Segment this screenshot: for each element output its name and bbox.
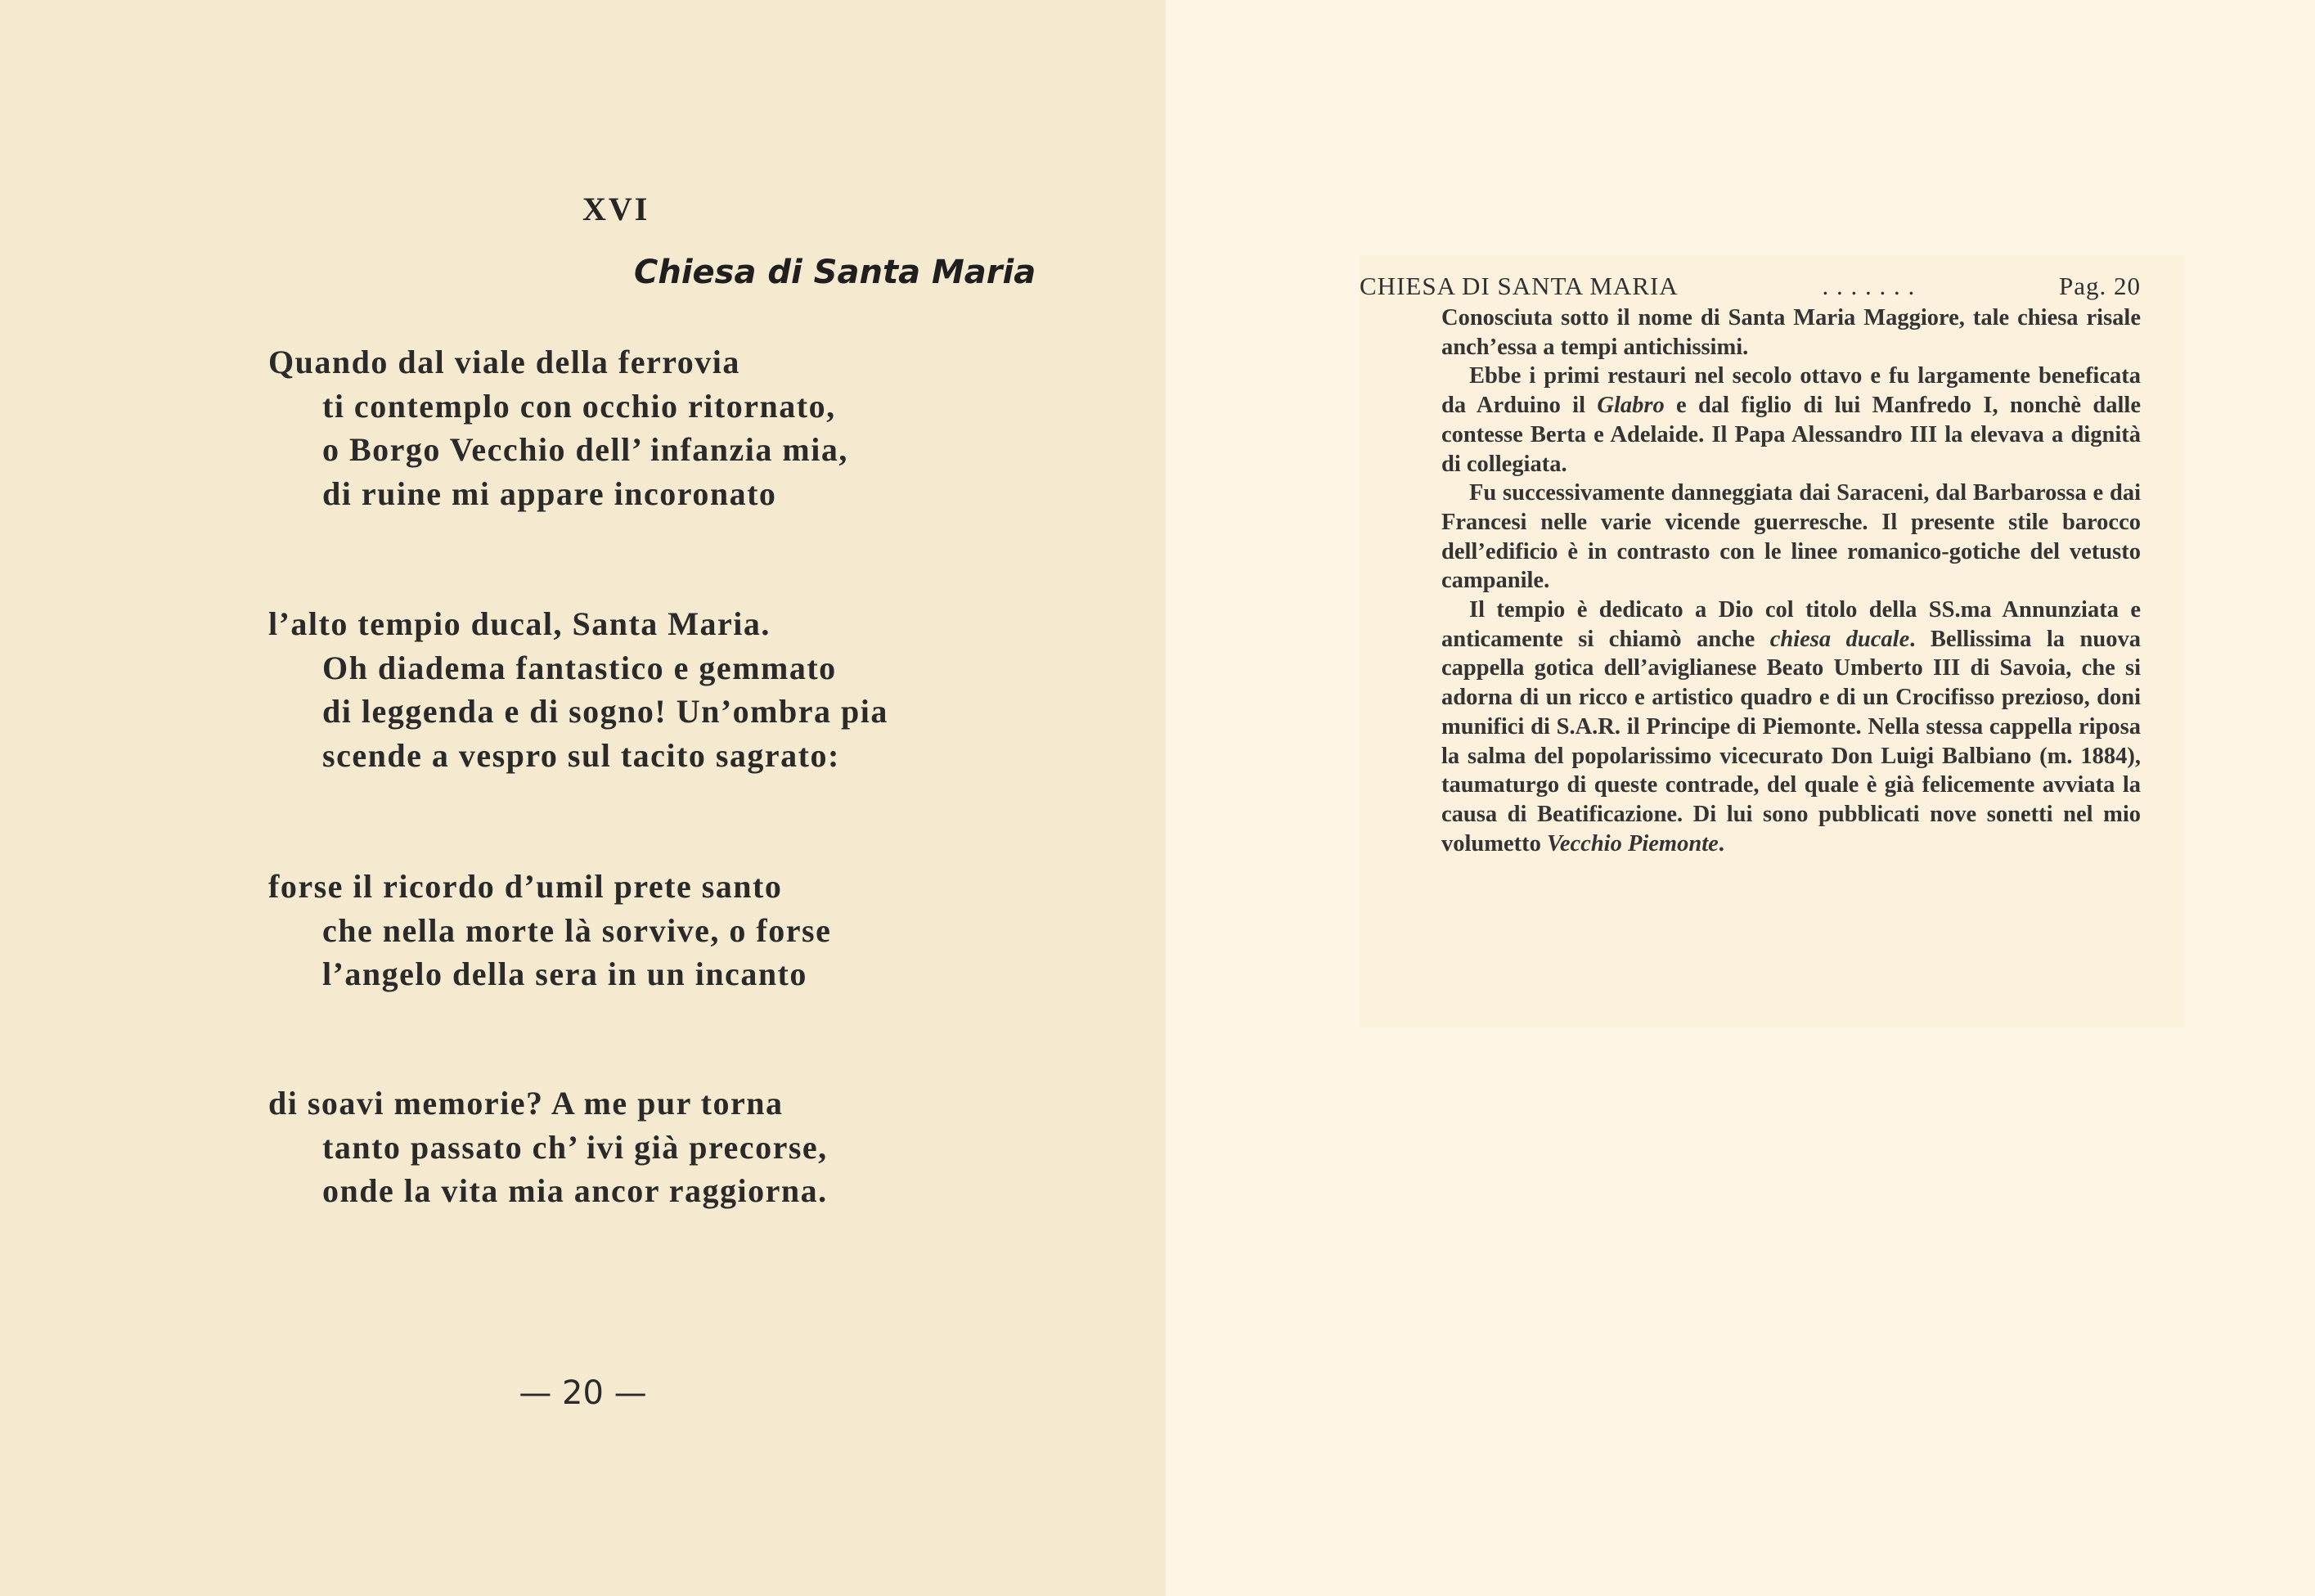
note-text: Ebbe i primi restauri nel secolo ottavo e fu largamente beneficata da Arduino il: [1441, 363, 2141, 419]
verse-line: Oh diadema fantastico e gemmato: [322, 649, 837, 686]
note-page-ref: Pag. 20: [2059, 272, 2141, 300]
note-paragraph: [1441, 362, 2141, 479]
note-paragraph: Fu successivamente danneggiata dai Saraceni, dal Barbarossa e dai Francesi nelle varie vicende guerresche. Il presente stile barocco dell’edificio è in contrasto con le linee romanico-gotiche del vetusto campanile.: [1441, 480, 2141, 594]
stanza-1: [268, 340, 848, 515]
verse-line: onde la vita mia ancor raggiorna.: [322, 1172, 828, 1209]
note-paragraph: Conosciuta sotto il nome di Santa Maria Maggiore, tale chiesa risale anch’essa a tempi antichissimi.: [1441, 305, 2141, 360]
poem-number: XVI: [582, 191, 650, 227]
poem-title: Chiesa di Santa Maria: [634, 254, 1036, 291]
verse-line: scende a vespro sul tacito sagrato:: [322, 736, 840, 774]
note-text: .: [1718, 830, 1724, 856]
stanza-4: [268, 1081, 828, 1213]
stanza-3: [268, 865, 831, 996]
note-title: CHIESA DI SANTA MARIA: [1360, 272, 1679, 300]
verse-line: di soavi memorie? A me pur torna: [268, 1085, 784, 1122]
verse-line: tanto passato ch’ ivi già precorse,: [322, 1128, 828, 1166]
note-text: . Bellissima la nuova cappella gotica dell’aviglianese Beato Umberto III di Savoia, che si adorna di un ricco e artistico quadro e di un Crocifisso prezioso, doni munifici di S.A.R. il Principe di Piemonte. Nella stessa cappella riposa la salma del popolarissimo vicecurato Don Luigi Balbiano (m. 1884), taumaturgo di queste contrade, del quale è già felicemente avviata la causa di Beatificazione. Di lui sono pubblicati nove sonetti nel mio volumetto: [1441, 626, 2141, 856]
page-number: — 20 —: [519, 1374, 647, 1412]
note-text: Il tempio è dedicato a Dio col titolo della SS.ma Annunziata e anticamente si chiamò anche: [1441, 597, 2141, 652]
stanza-2: [268, 602, 888, 777]
verse-line: forse il ricordo d’umil prete santo: [268, 868, 783, 905]
note-heading: [1360, 272, 2141, 301]
verse-line: di ruine mi appare incoronato: [322, 474, 777, 512]
verse-line: ti contemplo con occhio ritornato,: [322, 387, 836, 425]
note-italic-text: Vecchio Piemonte: [1547, 830, 1719, 856]
note-body: [1441, 303, 2141, 858]
note-italic-text: Glabro: [1597, 393, 1665, 419]
verse-line: o Borgo Vecchio dell’ infanzia mia,: [322, 431, 848, 468]
verse-line: di leggenda e di sogno! Un’ombra pia: [322, 693, 888, 730]
note-text: e dal figlio di lui Manfredo I, nonchè dalle contesse Berta e Adelaide. Il Papa Alessandro III la elevava a dignità di collegiata.: [1441, 393, 2141, 477]
verse-line: l’angelo della sera in un incanto: [322, 955, 807, 992]
note-paragraph: [1441, 596, 2141, 858]
note-leader-dots: . . . . . . .: [1822, 272, 1916, 300]
verse-line: Quando dal viale della ferrovia: [268, 344, 740, 380]
note-italic-text: chiesa ducale: [1769, 626, 1910, 652]
verse-line: l’alto tempio ducal, Santa Maria.: [268, 605, 771, 642]
verse-line: che nella morte là sorvive, o forse: [322, 911, 832, 949]
